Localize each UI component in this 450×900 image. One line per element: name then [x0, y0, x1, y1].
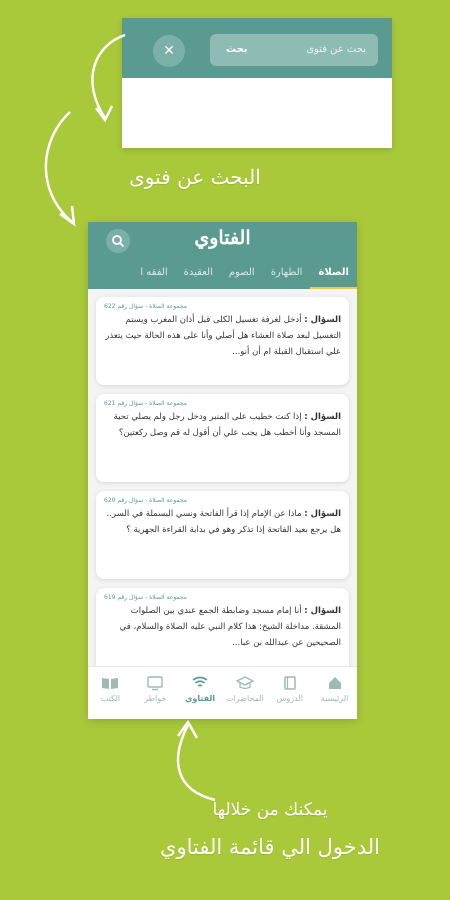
question-label: السؤال :	[304, 315, 341, 325]
nav-item-lectures[interactable]	[223, 667, 268, 719]
tab-fiqh[interactable]: الفقه ا	[140, 267, 168, 278]
nav-item-home[interactable]	[312, 667, 357, 719]
book-icon	[282, 675, 298, 691]
fatwa-list	[88, 289, 357, 676]
graduation-cap-icon	[236, 675, 254, 691]
fatwa-question	[104, 506, 341, 538]
caption-search: البحث عن فتوى	[129, 165, 261, 189]
nav-item-fatwas[interactable]	[178, 667, 223, 719]
fatwa-question	[104, 312, 341, 360]
search-submit-button[interactable]: بحث	[226, 44, 248, 55]
fatwa-card[interactable]	[96, 394, 349, 482]
fatwa-question	[104, 409, 341, 441]
fatwa-meta: مجموعة الصلاة - سؤال رقم 619	[104, 594, 187, 601]
nav-item-lessons[interactable]	[267, 667, 312, 719]
nav-item-books[interactable]	[88, 667, 133, 719]
wifi-icon	[192, 675, 208, 691]
question-label: السؤال :	[304, 412, 341, 422]
nav-label: الدروس	[276, 694, 303, 703]
page-title: الفتاوي	[194, 227, 251, 249]
bottom-nav	[88, 666, 357, 719]
caption-access-line2: الدخول الي قائمة الفتاوي	[160, 835, 380, 859]
fatwa-card[interactable]	[96, 491, 349, 579]
fatwa-meta: مجموعة الصلاة - سؤال رقم 622	[104, 303, 187, 310]
app-screen	[88, 222, 357, 719]
tab-prayer[interactable]: الصلاة	[310, 259, 357, 289]
caption-access-line1: يمكنك من خلالها	[212, 800, 328, 820]
nav-label: المحاضرات	[226, 694, 264, 703]
tab-purification[interactable]: الطهارة	[270, 267, 303, 278]
nav-label: الرئيسية	[320, 694, 349, 703]
question-label: السؤال :	[304, 509, 341, 519]
fatwa-card[interactable]	[96, 588, 349, 676]
category-tabs	[88, 259, 357, 289]
fatwa-meta: مجموعة الصلاة - سؤال رقم 621	[104, 400, 187, 407]
nav-label: خواطر	[144, 694, 167, 703]
question-text: أدخل لغرفة تغسيل الكلى قبل أذان المغرب ويستم التغسيل لبعد صلاة العشاء هل أصلي وأنا على هذه الحالة حيث يتعذر علي استقبال القبلة ام أن أنو...	[105, 315, 341, 357]
nav-item-thoughts[interactable]	[133, 667, 178, 719]
close-button[interactable]: ✕	[153, 35, 185, 67]
monitor-icon	[146, 675, 164, 691]
fatwa-card[interactable]	[96, 297, 349, 385]
question-text: أنا إمام مسجد وضابطة الجمع عندي بين الصلوات المشقة. مداخلة الشيخ: هذا كلام النبي عليه الصلاة والسلام، في الصحيحين عن عبدالله بن عبا...	[119, 606, 341, 648]
nav-label: الكتب	[100, 694, 121, 703]
question-text: ماذا عن الإمام إذا قرأ الفاتحة ونسي البسملة في السر.. هل يرجع بعيد الفاتحة إذا تذكر وهو في بداية القراءة الجهرية ؟	[106, 509, 341, 535]
fatwa-question	[104, 603, 341, 651]
app-header	[88, 222, 357, 259]
open-book-icon	[101, 675, 119, 691]
home-icon	[327, 675, 343, 691]
tab-fasting[interactable]: الصوم	[228, 267, 255, 278]
tab-creed[interactable]: العقيدة	[183, 267, 213, 278]
search-placeholder: بحث عن فتوى	[306, 44, 366, 55]
question-text: إذا كنت خطيب على المنبر ودخل رجل ولم يصلي تحية المسجد وأنا أخطب هل يجب علي أن أقول له قم وصل ركعتين؟	[113, 412, 341, 438]
nav-label: الفتاوي	[185, 694, 216, 703]
question-label: السؤال :	[304, 606, 341, 616]
fatwa-meta: مجموعة الصلاة - سؤال رقم 620	[104, 497, 187, 504]
